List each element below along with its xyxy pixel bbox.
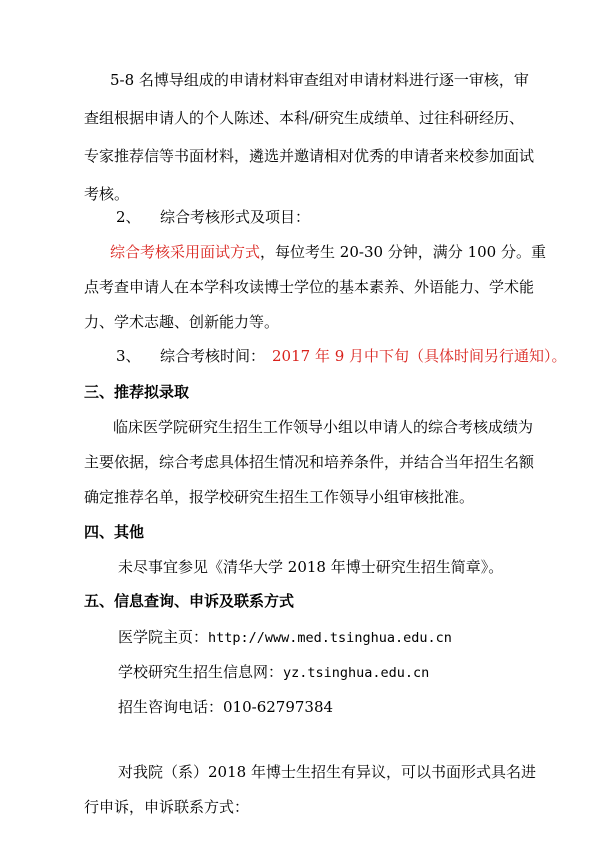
interview-format-highlight: 综合考核采用面试方式: [110, 243, 261, 261]
paragraph-review-line: 5-8 名博导组成的申请材料审查组对申请材料进行逐一审核，审: [110, 71, 529, 89]
interview-duration-text: ，每位考生 20-30 分钟，满分 100 分。重: [260, 243, 546, 261]
item-3-label: 综合考核时间：: [160, 347, 266, 365]
item-2-title: 综合考核形式及项目：: [160, 208, 311, 226]
paragraph-admission-line: 确定推荐名单，报学校研究生招生工作领导小组审核批准。: [84, 488, 475, 506]
paragraph-other-line: 未尽事宜参见《清华大学 2018 年博士研究生招生简章》。: [118, 558, 504, 576]
paragraph-review-line: 考核。: [84, 185, 130, 203]
paragraph-assessment-line: 点考查申请人在本学科攻读博士学位的基本素养、外语能力、学术能: [84, 278, 535, 296]
phone-label: 招生咨询电话：: [118, 698, 224, 716]
med-homepage-row: [118, 627, 452, 647]
paragraph-review-line: 专家推荐信等书面材料，遴选并邀请相对优秀的申请者来校参加面试: [84, 147, 535, 165]
paragraph-appeal-line: 行申诉，申诉联系方式：: [84, 798, 250, 816]
section-heading-admission: 三、推荐拟录取: [84, 383, 190, 401]
med-homepage-label: 医学院主页：: [118, 628, 209, 646]
paragraph-admission-line: 主要依据，综合考虑具体招生情况和培养条件，并结合当年招生名额: [84, 453, 535, 471]
admission-site-link[interactable]: yz.tsinghua.edu.cn: [283, 665, 430, 681]
admission-site-row: [118, 662, 429, 682]
section-heading-other: 四、其他: [84, 523, 145, 541]
med-homepage-link[interactable]: http://www.med.tsinghua.edu.cn: [208, 630, 452, 646]
section-heading-contact: 五、信息查询、申诉及联系方式: [84, 592, 295, 610]
item-3-number: 3、: [116, 347, 141, 365]
paragraph-appeal-line: 对我院（系）2018 年博士生招生有异议，可以书面形式具名进: [118, 763, 536, 781]
interview-line: [110, 242, 546, 262]
item-2-number: 2、: [116, 208, 141, 226]
paragraph-admission-line: 临床医学院研究生招生工作领导小组以申请人的综合考核成绩为: [113, 418, 534, 436]
paragraph-review-line: 查组根据申请人的个人陈述、本科/研究生成绩单、过往科研经历、: [84, 109, 525, 127]
item-3-time-highlight: 2017 年 9 月中下旬（具体时间另行通知）。: [272, 347, 567, 365]
phone-number: 010-62797384: [223, 698, 334, 716]
paragraph-assessment-line: 力、学术志趣、创新能力等。: [84, 313, 280, 331]
phone-row: [118, 697, 333, 717]
admission-site-label: 学校研究生招生信息网：: [118, 663, 284, 681]
